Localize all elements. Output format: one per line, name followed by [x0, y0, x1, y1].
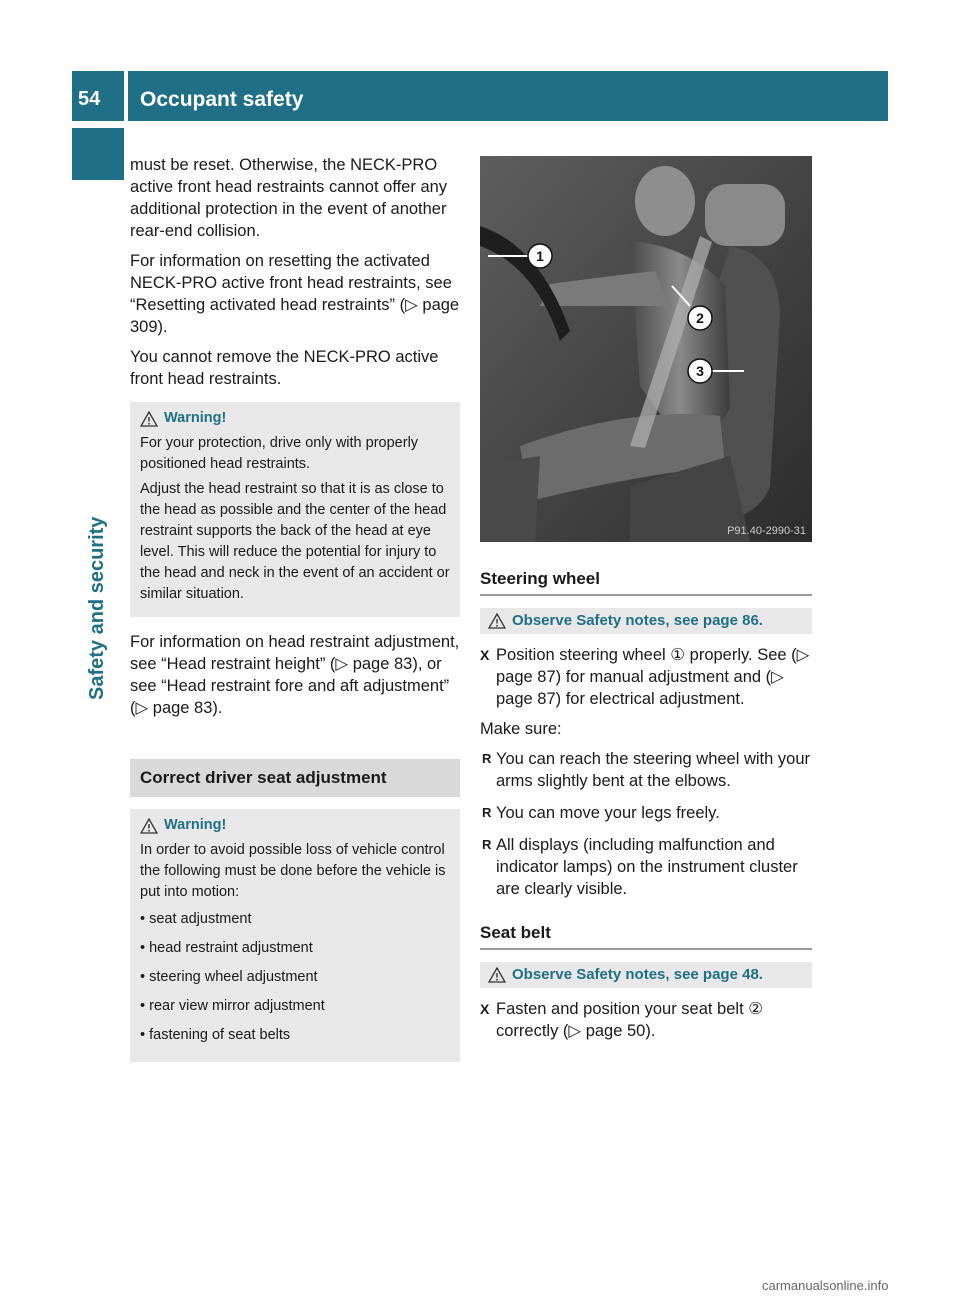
svg-text:3: 3 [696, 363, 704, 379]
paragraph: You cannot remove the NECK-PRO active front head restraints. [130, 348, 439, 388]
warning-title [140, 815, 452, 836]
header-divider [124, 71, 128, 121]
paragraph: must be reset. Otherwise, the NECK-PRO active front head restraints cannot offer any additional protection in the event of another rear-end collision. [130, 156, 448, 240]
warning-title-text: Warning! [164, 410, 227, 426]
seat-belt-heading: Seat belt [480, 922, 812, 950]
warning-triangle-icon [140, 818, 158, 834]
side-tab-label: Safety and security [86, 516, 108, 700]
list-item: • steering wheel adjustment [140, 967, 452, 988]
svg-text:2: 2 [696, 310, 704, 326]
list-item: • rear view mirror adjustment [140, 996, 452, 1017]
warning-box-head-restraints [130, 402, 460, 617]
instruction-step: X Fasten and position your seat belt ② correctly (▷ page 50). [480, 998, 812, 1042]
steering-wheel-heading: Steering wheel [480, 568, 812, 596]
callout-1 [528, 244, 552, 268]
watermark: carmanualsonline.info [762, 1278, 889, 1293]
page-number: 54 [78, 88, 101, 110]
safety-note-bar [480, 962, 812, 988]
paragraph: For information on head restraint adjustment, see “Head restraint height” (▷ page 83), or see “Head restraint fore and aft adjustment” (▷ page 83). [130, 633, 460, 717]
page-title: Occupant safety [140, 88, 304, 111]
right-column [480, 568, 812, 1050]
warning-box-seat-adjustment [130, 809, 460, 1062]
safety-note-text: Observe Safety notes, see page 86. [512, 612, 763, 629]
svg-text:1: 1 [536, 248, 544, 264]
warning-paragraph: Adjust the head restraint so that it is as close to the head as possible and the center of the head restraint supports the back of the head at eye level. This will reduce the potential for injury to the head and neck in the event of an accident or similar situation. [140, 481, 450, 602]
instruction-step: X Position steering wheel ① properly. See (▷ page 87) for manual adjustment and (▷ page 87) for electrical adjustment. [480, 644, 812, 710]
warning-triangle-icon [488, 967, 506, 983]
list-item: • seat adjustment [140, 909, 452, 930]
driver-seat-drawing [480, 156, 812, 542]
warning-paragraph: For your protection, drive only with properly positioned head restraints. [140, 435, 419, 472]
checklist [140, 909, 452, 1046]
safety-note-text: Observe Safety notes, see page 48. [512, 966, 763, 983]
figure-code: P91.40-2990-31 [727, 525, 806, 537]
list-item: R You can reach the steering wheel with your arms slightly bent at the elbows. [480, 748, 812, 792]
paragraph: For information on resetting the activated NECK-PRO active front head restraints, see “Resetting activated head restraints” (▷ page 309). [130, 252, 460, 336]
side-tab-block [72, 128, 124, 180]
callout-3 [688, 359, 712, 383]
list-item: • head restraint adjustment [140, 938, 452, 959]
warning-triangle-icon [140, 411, 158, 427]
warning-triangle-icon [488, 613, 506, 629]
driver-seat-illustration [480, 156, 812, 542]
section-heading: Correct driver seat adjustment [130, 759, 460, 797]
list-item: • fastening of seat belts [140, 1025, 452, 1046]
warning-paragraph: In order to avoid possible loss of vehicle control the following must be done before the vehicle is put into motion: [140, 842, 446, 900]
paragraph: Make sure: [480, 720, 562, 738]
list-item: R All displays (including malfunction and indicator lamps) on the instrument cluster are clearly visible. [480, 834, 812, 900]
safety-note-bar [480, 608, 812, 634]
callout-2 [688, 306, 712, 330]
warning-title [140, 408, 452, 429]
left-column [130, 154, 460, 1076]
list-item: R You can move your legs freely. [480, 802, 812, 824]
requirements-list [480, 748, 812, 900]
warning-title-text: Warning! [164, 817, 227, 833]
